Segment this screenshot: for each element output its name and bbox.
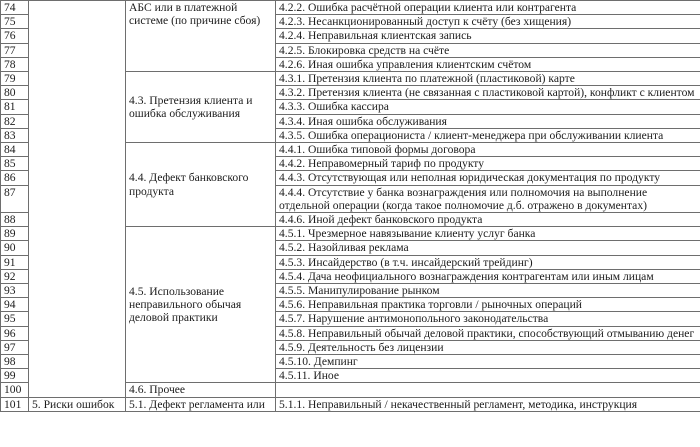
item-cell: 4.2.5. Блокировка средств на счёте — [276, 43, 700, 57]
row-number-cell: 101 — [1, 397, 29, 411]
item-cell: 4.2.2. Ошибка расчётной операции клиента или контрагента — [276, 1, 700, 15]
category-cell: 5. Риски ошибок — [29, 397, 126, 411]
row-number-cell: 88 — [1, 213, 29, 227]
item-cell: 5.1.1. Неправильный / некачественный регламент, методика, инструкция — [276, 397, 700, 411]
item-cell: 4.2.6. Иная ошибка управления клиентским счётом — [276, 57, 700, 71]
row-number-cell: 89 — [1, 227, 29, 241]
item-cell: 4.4.1. Ошибка типовой формы договора — [276, 143, 700, 157]
row-number-cell: 90 — [1, 241, 29, 255]
row-number-cell: 95 — [1, 312, 29, 326]
row-number-cell: 86 — [1, 171, 29, 185]
item-cell: 4.5.10. Демпинг — [276, 355, 700, 369]
item-cell: 4.4.2. Неправомерный тариф по продукту — [276, 157, 700, 171]
item-cell: 4.4.6. Иной дефект банковского продукта — [276, 213, 700, 227]
item-cell: 4.3.5. Ошибка операциониста / клиент-менеджера при обслуживании клиента — [276, 128, 700, 142]
item-cell: 4.5.5. Манипулирование рынком — [276, 284, 700, 298]
item-cell: 4.3.4. Иная ошибка обслуживания — [276, 114, 700, 128]
row-number-cell: 91 — [1, 255, 29, 269]
row-number-cell: 84 — [1, 143, 29, 157]
item-cell: 4.2.4. Неправильная клиентская запись — [276, 29, 700, 43]
row-number-cell: 81 — [1, 100, 29, 114]
item-cell: 4.5.3. Инсайдерство (в т.ч. инсайдерский трейдинг) — [276, 255, 700, 269]
row-number-cell: 83 — [1, 128, 29, 142]
row-number-cell: 79 — [1, 72, 29, 86]
row-number-cell: 94 — [1, 298, 29, 312]
row-number-cell: 99 — [1, 369, 29, 383]
row-number-cell: 87 — [1, 185, 29, 212]
item-cell: 4.5.4. Дача неофициального вознаграждения контрагентам или иным лицам — [276, 269, 700, 283]
table-row — [1, 1, 700, 15]
subcategory-cell: 4.4. Дефект банковского продукта — [126, 143, 276, 227]
row-number-cell: 92 — [1, 269, 29, 283]
row-number-cell: 80 — [1, 86, 29, 100]
row-number-cell: 74 — [1, 1, 29, 15]
row-number-cell: 75 — [1, 15, 29, 29]
subcategory-cell: 4.6. Прочее — [126, 383, 276, 397]
item-cell: 4.5.8. Неправильный обычай деловой практики, способствующий отмыванию денег — [276, 326, 700, 340]
item-cell: 4.5.1. Чрезмерное навязывание клиенту услуг банка — [276, 227, 700, 241]
subcategory-cell: 5.1. Дефект регламента или — [126, 397, 276, 411]
row-number-cell: 78 — [1, 57, 29, 71]
table-row — [1, 397, 700, 411]
subcategory-cell: 4.3. Претензия клиента и ошибка обслуживания — [126, 72, 276, 143]
row-number-cell: 77 — [1, 43, 29, 57]
row-number-cell: 82 — [1, 114, 29, 128]
row-number-cell: 96 — [1, 326, 29, 340]
item-cell: 4.5.11. Иное — [276, 369, 700, 383]
item-cell: 4.3.2. Претензия клиента (не связанная с пластиковой картой), конфликт с клиентом — [276, 86, 700, 100]
item-cell: 4.2.3. Несанкционированный доступ к счёту (без хищения) — [276, 15, 700, 29]
item-cell: 4.5.6. Неправильная практика торговли / рыночных операций — [276, 298, 700, 312]
item-cell: 4.3.1. Претензия клиента по платежной (пластиковой) карте — [276, 72, 700, 86]
item-cell: 4.4.3. Отсутствующая или неполная юридическая документация по продукту — [276, 171, 700, 185]
item-cell: 4.5.7. Нарушение антимонопольного законодательства — [276, 312, 700, 326]
item-cell — [276, 383, 700, 397]
row-number-cell: 93 — [1, 284, 29, 298]
item-cell: 4.4.4. Отсутствие у банка вознаграждения или полномочия на выполнение отдельной операции (когда такое полномочие д.б. отражено в документах) — [276, 185, 700, 212]
item-cell: 4.5.2. Назойливая реклама — [276, 241, 700, 255]
row-number-cell: 98 — [1, 355, 29, 369]
category-cell — [29, 1, 126, 398]
item-cell: 4.5.9. Деятельность без лицензии — [276, 340, 700, 354]
row-number-cell: 85 — [1, 157, 29, 171]
row-number-cell: 76 — [1, 29, 29, 43]
subcategory-cell: 4.5. Использование неправильного обычая деловой практики — [126, 227, 276, 383]
item-cell: 4.3.3. Ошибка кассира — [276, 100, 700, 114]
risk-table-body — [1, 1, 700, 412]
row-number-cell: 100 — [1, 383, 29, 397]
subcategory-cell: АБС или в платежной системе (по причине сбоя) — [126, 1, 276, 72]
row-number-cell: 97 — [1, 340, 29, 354]
